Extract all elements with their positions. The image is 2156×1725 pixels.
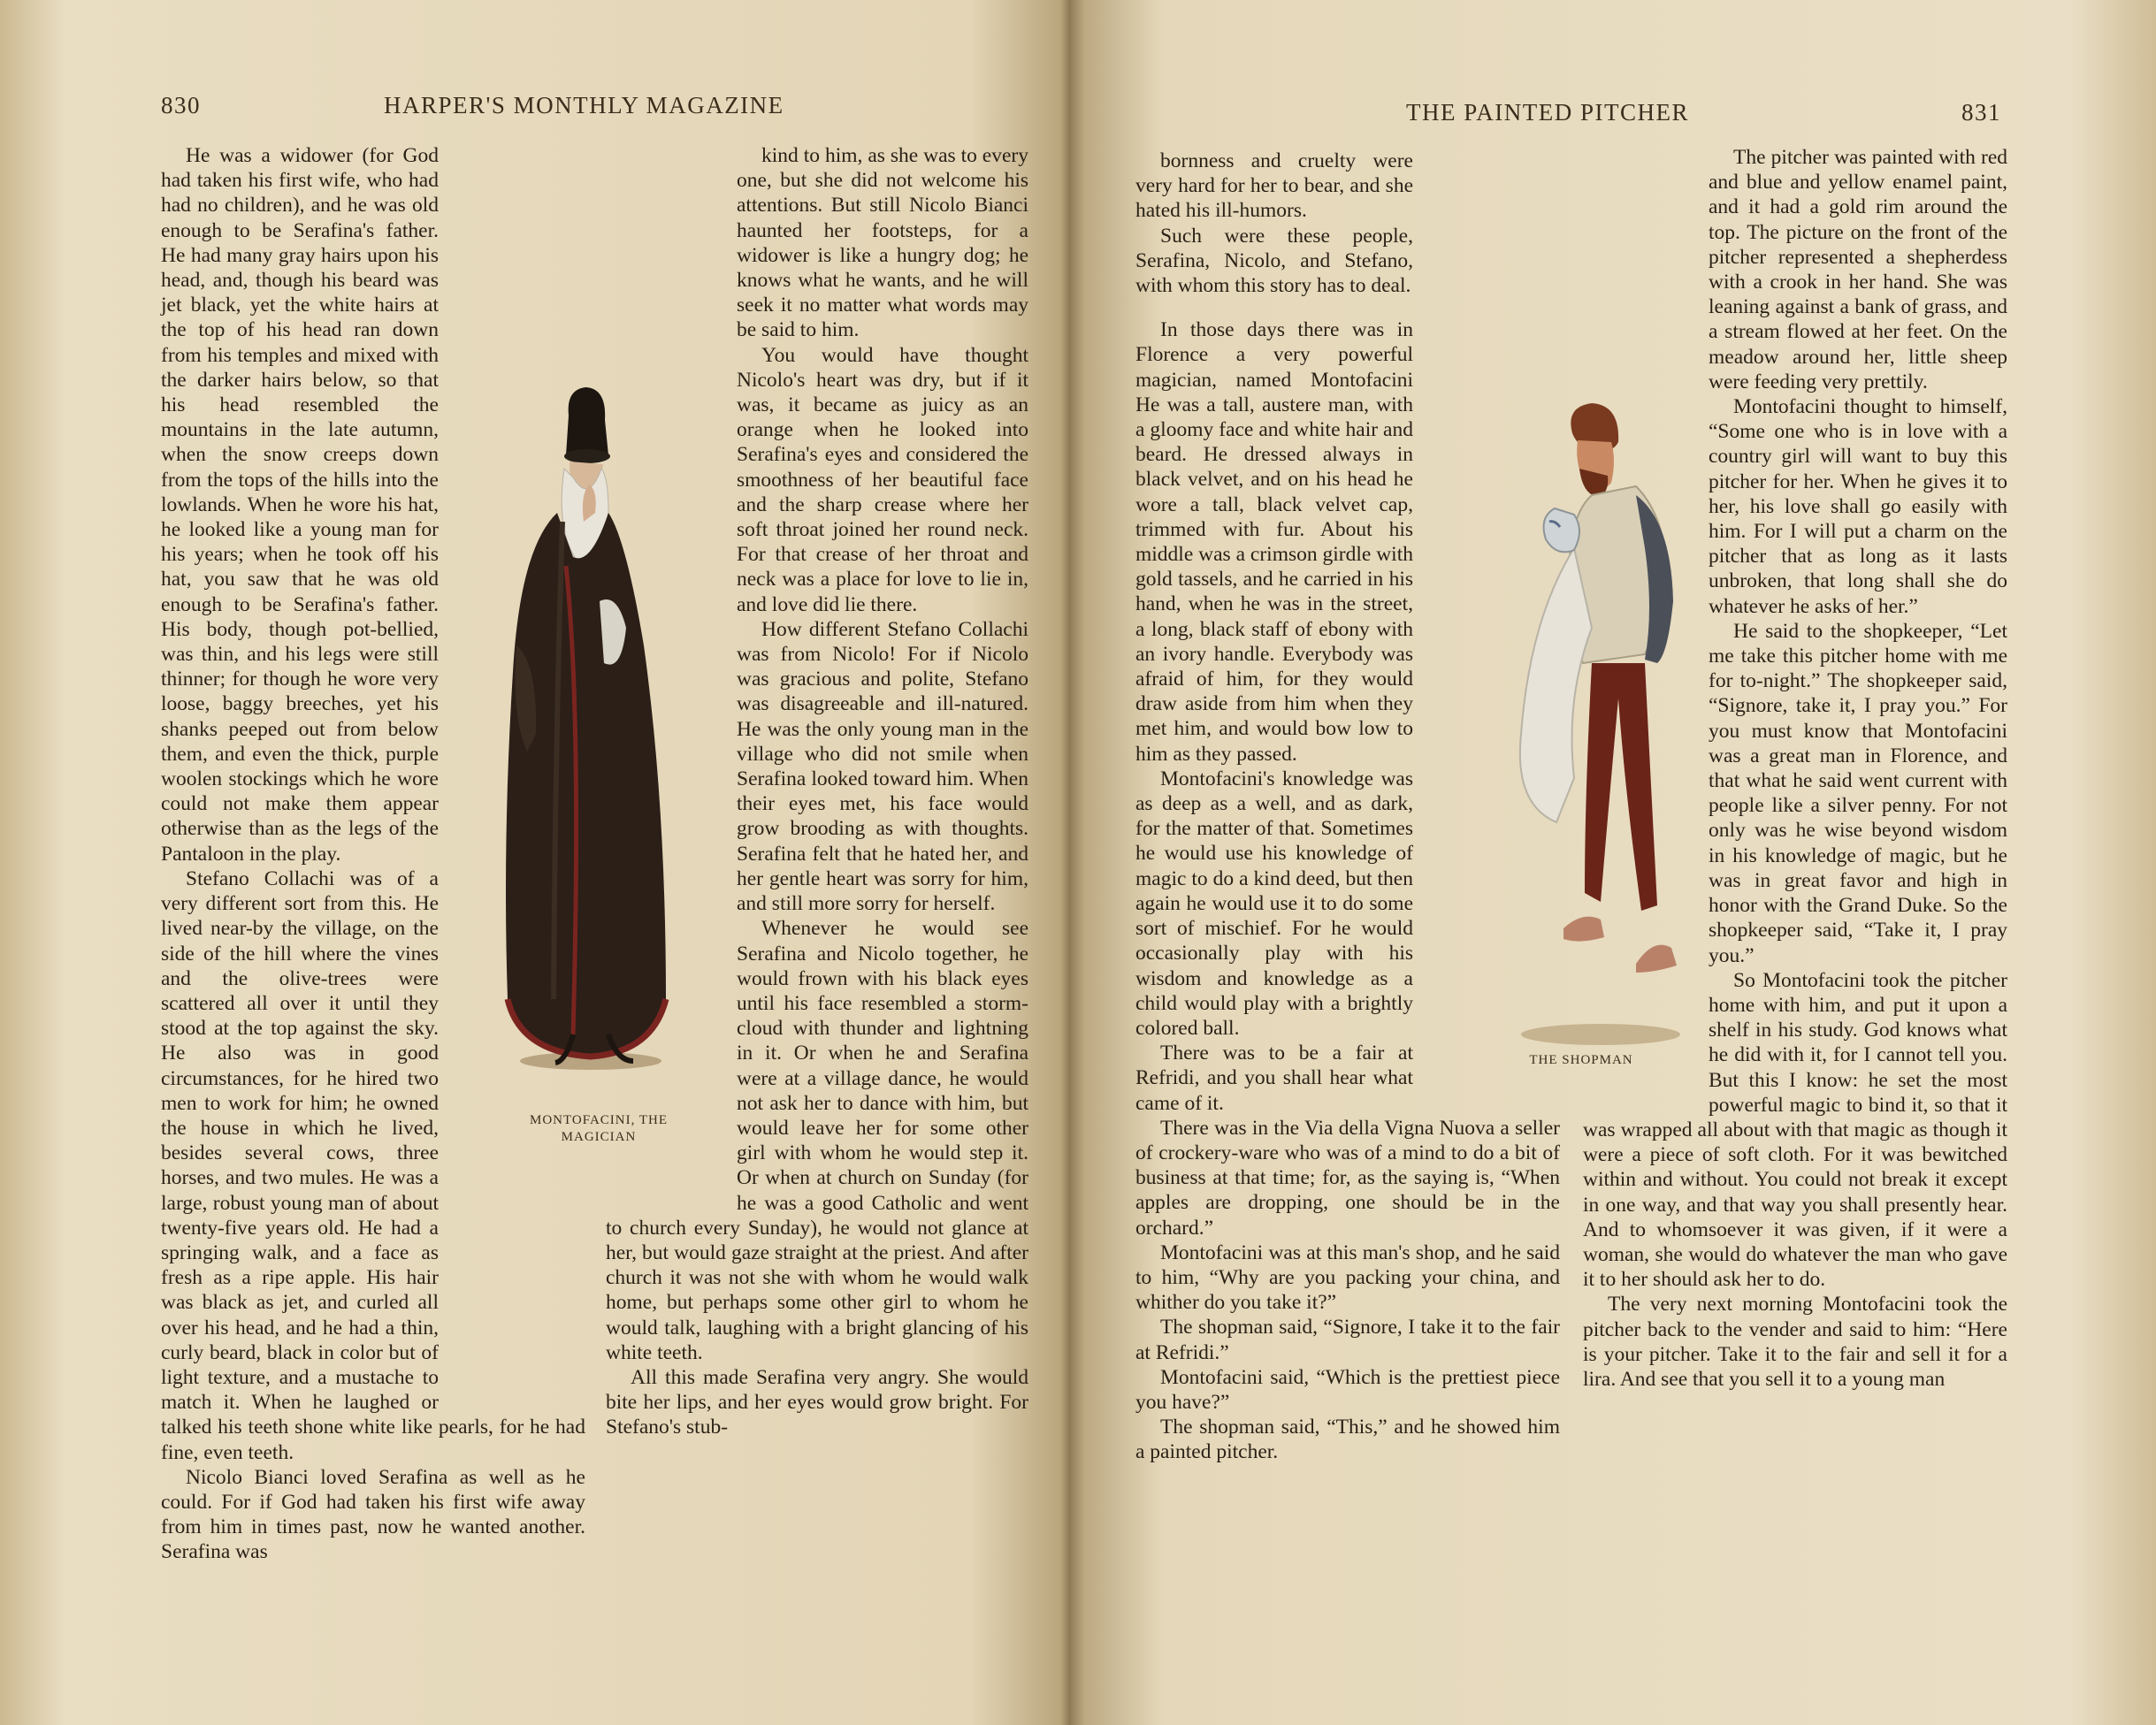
left-folio: 830 [161,92,201,118]
left-page [0,0,1061,1725]
paragraph: The pitcher was painted with red and blue and yellow enamel paint, and it had a gold rim around the top. The picture on the front of the pitcher represented a shepherdess with a crook in her hand. She was leaning against a bank of grass, and a stream flowed at her feet. On the meadow around her, little sheep were feeding very prettily. [1709,146,2007,393]
right-page [1070,0,2156,1725]
shopman-caption: THE SHOPMAN [1529,1053,1633,1067]
caption-line: MAGICIAN [561,1130,637,1144]
paragraph: There was in the Via della Vigna Nuova a seller of crockery-ware who was of a mind to do a bit of business at that time; for, as the saying is, “When apples are dropping, one should be in the orchard.” [1135,1116,1560,1240]
magician-illustration [485,380,697,1079]
paragraph: Nicolo Bianci loved Serafina as well as he could. For if God had taken his first wife away from him in times past, now he wanted another. Serafina was [161,1465,585,1564]
paragraph: How different Stefano Collachi was from Nicolo! For if Nicolo was gracious and polite, Stefano was disagreeable and ill-natured. He was the only young man in the village who did not smile when Serafina looked toward him. When their eyes met, his face would grow brooding as with thoughts. Serafina felt that he hated her, and her gentle heart was sorry for him, and still more sorry for herself. [737,617,1028,916]
paragraph: In those days there was in Florence a very powerful magician, named Montofacini He was a tall, austere man, with a gloomy face and white hair and beard. He dressed always in black velvet, and on his head he wore a tall, black velvet cap, trimmed with fur. About his middle was a crimson girdle with gold tassels, and he carried in his hand, when he was in the street, a long, black staff of ebony with an ivory handle. Everybody was afraid of him, for they would draw aside from him when they met him, and would bow low to him as they passed. [1135,318,1413,766]
paragraph: Whenever he would see Serafina and Nicolo together, he would frown with his black eyes until his face resembled a storm-cloud with thunder and lightning in it. Or when he and Serafina were at a village dance, he would not ask her to dance with him, but would leave her for some other girl with whom he would step it. Or when at church on Sunday (for he was a good Catholic and went to church every Sunday), he would not glance at her, but would gaze straight at the priest. And after church it was not she with whom he would walk home, but perhaps some other girl to whom he would talk, laughing with a bright glancing of his white teeth. [606,917,1028,1364]
caption-line: MONTOFACINI, THE [529,1113,668,1127]
paragraph: Stefano Collachi was of a very different sort from this. He lived near-by the village, on the side of the hill where the vines and the olive-trees were scattered all over it until they stood at the top against the sky. He also was in good circumstances, for he hired two men to work for him; he owned the house in which he lived, besides several cows, three horses, and two mules. He was a large, robust young man of about twenty-five years old. He had a springing walk, and a face as fresh as a ripe apple. His hair was black as jet, and curled all over his head, and he had a thin, curly beard, black in color but of light texture, and a mustache to match it. When he laughed or talked his teeth shone white like pearls, for he had fine, even teeth. [161,866,585,1464]
left-running-head: HARPER'S MONTHLY MAGAZINE [384,92,784,118]
paragraph: Such were these people, Serafina, Nicolo, and Stefano, with whom this story has to deal. [1135,224,1413,298]
paragraph: He was a widower (for God had taken his first wife, who had had no children), and he was old enough to be Serafina's father. He had many gray hairs upon his head, and, though his beard was jet black, yet the white hairs at the top of his head ran down from his temples and mixed with the darker hairs below, so that his head resembled the mountains in the late autumn, when the snow creeps down from the tops of the hills into the lowlands. When he wore his hat, he looked like a young man for his years; when he took off his hat, you saw that he was old enough to be Serafina's father. His body, though pot-bellied, was thin, and his legs were still thinner; for though he wore very loose, baggy breeches, yet his shanks peeped out from below them, and even the thick, purple woolen stockings which he wore could not make them appear otherwise than as the legs of the Pantaloon in the play. [161,144,439,866]
paragraph: Montofacini said, “Which is the prettiest piece you have?” [1135,1365,1560,1414]
paragraph: There was to be a fair at Refridi, and you shall hear what came of it. [1135,1042,1413,1115]
paragraph: The shopman said, “This,” and he showed him a painted pitcher. [1135,1416,1560,1464]
paragraph: You would have thought Nicolo's heart was dry, but if it was, it became as juicy as an orange when he looked into Serafina's eyes and considered the smoothness of her beautiful face and the sharp crease where her soft throat joined her round neck. For that crease of her throat and neck was a place for love to lie in, and love did lie there. [737,343,1028,616]
paragraph: Montofacini was at this man's shop, and he said to him, “Why are you packing your china, and whither do you take it?” [1135,1240,1560,1315]
right-folio: 831 [1961,99,2001,126]
paragraph: kind to him, as she was to every one, but she did not welcome his attentions. But still Nicolo Bianci haunted her footsteps, for a widower is like a hungry dog; he knows what he wants, and he will seek it no matter what words may be said to him. [737,144,1028,342]
magician-caption [515,1112,683,1146]
paragraph: All this made Serafina very angry. She would bite her lips, and her eyes would grow bright. For Stefano's stub- [606,1365,1028,1439]
paragraph: The shopman said, “Signore, I take it to the fair at Refridi.” [1135,1316,1560,1364]
paragraph: The very next morning Montofacini took the pitcher back to the vender and said to him: “Here is your pitcher. Take it to the fair and sell it for a lira. And see that you sell it to a young man [1583,1293,2007,1391]
right-running-head: THE PAINTED PITCHER [1406,99,1690,126]
paragraph: So Montofacini took the pitcher home with him, and put it upon a shelf in his study. God knows what he did with it, for I cannot tell you. But this I know: he set the most powerful magic to bind it, so that it was wrapped all about with that magic as though it were a piece of soft cloth. For it was bewitched within and without. You could not break it except in one way, and that way you shall presently hear. And to whomsoever it was given, if it were a woman, she would do whatever the man who gave it to her should ask her to do. [1583,968,2007,1292]
paragraph: Montofacini's knowledge was as deep as a well, and as dark, for the matter of that. Sometimes he would use his knowledge of magic to do a kind deed, but then again he would use it to do some sort of mischief. For he would occasionally play with his wisdom and knowledge as a child would play with a brightly colored ball. [1135,767,1413,1040]
paragraph: bornness and cruelty were very hard for her to bear, and she hated his ill-humors. [1135,149,1413,223]
paragraph: He said to the shopkeeper, “Let me take this pitcher home with me for to-night.” The shopkeeper said, “Signore, take it, I pray you.” For you must know that Montofacini was a great man in Florence, and that what he said went current with people like a silver penny. For not only was he wise beyond wisdom in his knowledge of magic, but he was in great favor and high in honor with the Grand Duke. So the shopkeeper said, “Take it, I pray you.” [1709,619,2007,967]
shopman-illustration [1468,398,1724,1052]
paragraph: Montofacini thought to himself, “Some one who is in love with a country girl will want to buy this pitcher for her. When he gives it to her, his love shall go easily with him. For I will put a charm on the pitcher that as long as it lasts unbroken, that long shall she do whatever he asks of her.” [1709,395,2007,618]
